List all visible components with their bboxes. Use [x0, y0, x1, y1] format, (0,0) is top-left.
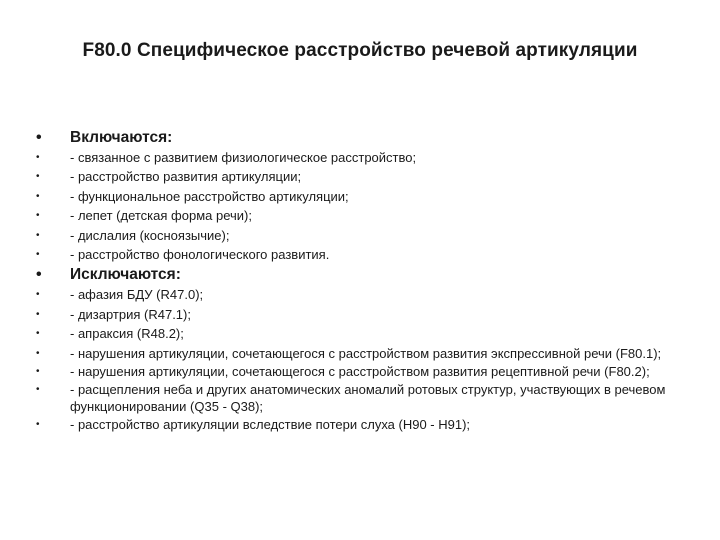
- bullet: •: [36, 190, 40, 202]
- bullet: •: [36, 308, 40, 320]
- bullet: •: [36, 347, 40, 359]
- include-heading-row: [36, 128, 686, 147]
- bullet: •: [36, 171, 40, 183]
- list-item: [36, 363, 686, 380]
- list-item: [36, 227, 686, 244]
- list-item: [36, 286, 686, 303]
- exclude-heading: Исключаются:: [70, 266, 181, 284]
- bullet: •: [36, 418, 40, 430]
- list-item: [36, 416, 686, 433]
- include-item: - дислалия (косноязычие);: [70, 227, 230, 243]
- list-item: [36, 168, 686, 185]
- exclude-item: - расстройство артикуляции вследствие потери слуха (H90 - H91);: [70, 416, 471, 432]
- include-item: - функциональное расстройство артикуляции;: [70, 188, 349, 204]
- exclude-item: - нарушения артикуляции, сочетающегося с расстройством развития экспрессивной речи (F80.1);: [70, 345, 662, 361]
- bullet: •: [36, 365, 40, 377]
- exclude-item: - афазия БДУ (R47.0);: [70, 287, 204, 303]
- bullet: •: [36, 289, 40, 301]
- bullet: •: [36, 328, 40, 340]
- bullet: •: [36, 248, 40, 260]
- exclude-item: - расщепления неба и других анатомических аномалий ротовых структур, участвующих в речевом функционировании (Q35 - Q38);: [70, 381, 666, 414]
- exclude-heading-row: [36, 265, 686, 284]
- criteria-list: [36, 128, 686, 435]
- list-item: [36, 188, 686, 205]
- exclude-item: - дизартрия (R47.1);: [70, 306, 191, 322]
- bullet: •: [36, 129, 42, 146]
- bullet: •: [36, 152, 40, 163]
- list-item: [36, 345, 686, 362]
- include-heading: Включаются:: [70, 129, 173, 146]
- exclude-item: - апраксия (R48.2);: [70, 326, 184, 342]
- slide-title: F80.0 Специфическое расстройство речевой артикуляции: [82, 40, 638, 61]
- list-item: [36, 246, 686, 263]
- bullet: •: [36, 210, 40, 222]
- list-item: [36, 381, 686, 415]
- bullet: •: [36, 383, 40, 395]
- list-item: [36, 207, 686, 224]
- bullet: •: [36, 229, 40, 241]
- include-item: - связанное с развитием физиологическое расстройство;: [70, 150, 417, 165]
- list-item: [36, 149, 686, 166]
- include-item: - лепет (детская форма речи);: [70, 208, 252, 224]
- list-item: [36, 306, 686, 323]
- include-item: - расстройство фонологического развития.: [70, 246, 330, 262]
- include-item: - расстройство развития артикуляции;: [70, 169, 302, 185]
- exclude-item: - нарушения артикуляции, сочетающегося с расстройством развития рецептивной речи (F80.2);: [70, 363, 650, 379]
- bullet: •: [36, 266, 42, 284]
- list-item: [36, 325, 686, 342]
